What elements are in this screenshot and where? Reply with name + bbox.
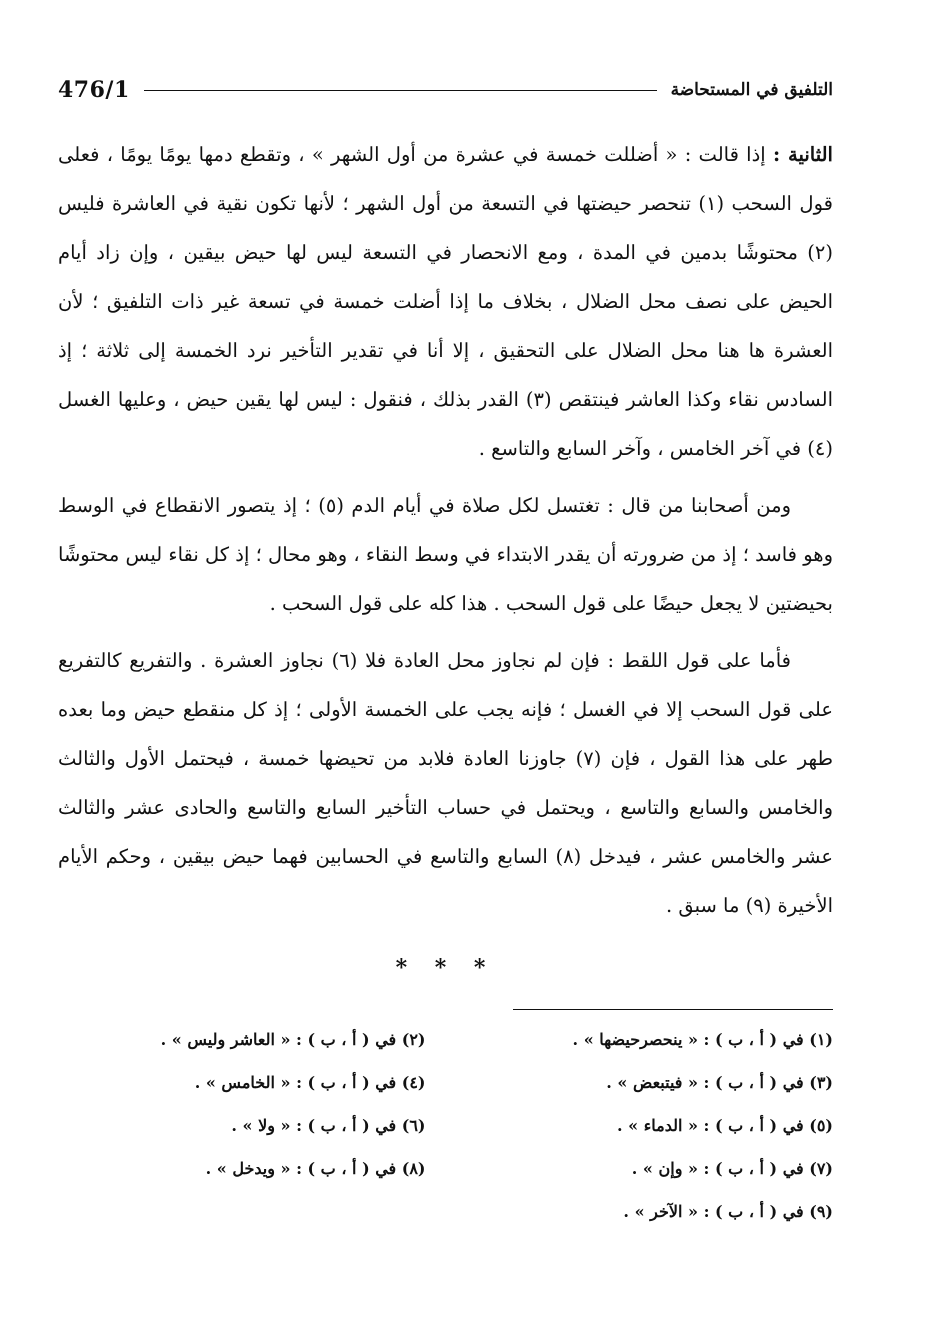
footnote: (٩) في ( أ ، ب ) : « الآخر » . <box>623 1202 833 1221</box>
paragraph <box>58 130 833 473</box>
footnote: (٥) في ( أ ، ب ) : « الدماء » . <box>617 1116 833 1135</box>
footnote: (١) في ( أ ، ب ) : « ينحصرحيضها » . <box>572 1030 833 1049</box>
paragraph-text: إذا قالت : « أضللت خمسة في عشرة من أول الشهر » ، وتقطع دمها يومًا يومًا ، فعلى قول السحب (١) تنحصر حيضتها في التسعة من أول الشهر ؛ لأنها تكون نقية في العاشرة فليس (٢) محتوشًا بدمين في المدة ، ومع الانحصار في التسعة ليس لها حيض بيقين ، وإن زاد أيام الحيض على نصف محل الضلال ، بخلاف ما إذا أضلت خمسة في تسعة غير ذات التلفيق ؛ لأن العشرة ها هنا محل الضلال على التحقيق ، إلا أنا في تقدير التأخير نرد الخمسة إلى ثلاثة ؛ إذ السادس نقاء وكذا العاشر فينتقص (٣) القدر بذلك ، فنقول : ليس لها يقين حيض ، وعليها الغسل (٤) في آخر الخامس ، وآخر السابع والتاسع . <box>58 143 834 460</box>
paragraph: ومن أصحابنا من قال : تغتسل لكل صلاة في أيام الدم (٥) ؛ إذ يتصور الانقطاع في الوسط وهو فاسد ؛ إذ من ضرورته أن يقدر الابتداء في وسط النقاء ، وهو محال ؛ إذ كل نقاء ليس محتوشًا بحيضتين لا يجعل حيضًا على قول السحب . هذا كله على قول السحب . <box>58 494 833 615</box>
footnotes <box>58 1030 833 1221</box>
paragraph: فأما على قول اللقط : فإن لم نجاوز محل العادة فلا (٦) نجاوز العشرة . والتفريع كالتفريع على قول السحب إلا في الغسل ؛ فإنه يجب على الخمسة الأولى ؛ إذ كل منقطع حيض وما بعده طهر على هذا القول ، فإن (٧) جاوزنا العادة فلابد من تحيضها خمسة ، فيحتمل الأول والثالث والخامس والسابع والتاسع ، ويحتمل في حساب التأخير السابع والتاسع والحادى عشر والثالث عشر والخامس عشر ، فيدخل (٨) السابع والتاسع في الحسابين فهما حيض بيقين ، وحكم الأيام الأخيرة (٩) ما سبق . <box>58 649 833 917</box>
page-number: 476/1 <box>58 77 130 103</box>
paragraph-lead: الثانية : <box>772 143 833 166</box>
running-title: التلفيق في المستحاضة <box>670 80 833 100</box>
footnote: (٧) في ( أ ، ب ) : « وإن » . <box>631 1159 833 1178</box>
section-separator: * * * <box>395 955 496 981</box>
footnote: (٢) في ( أ ، ب ) : « العاشر وليس » . <box>160 1030 426 1049</box>
footnote: (٣) في ( أ ، ب ) : « فيتبعض » . <box>606 1073 833 1092</box>
footnote: (٤) في ( أ ، ب ) : « الخامس » . <box>194 1073 426 1092</box>
main-text <box>58 130 833 993</box>
header-rule <box>144 90 657 91</box>
footnote: (٦) في ( أ ، ب ) : « ولا » . <box>231 1116 426 1135</box>
book-page <box>58 70 833 1221</box>
footnote: (٨) في ( أ ، ب ) : « ويدخل » . <box>205 1159 426 1178</box>
page-header <box>58 70 833 110</box>
footnote-rule <box>513 1009 833 1010</box>
